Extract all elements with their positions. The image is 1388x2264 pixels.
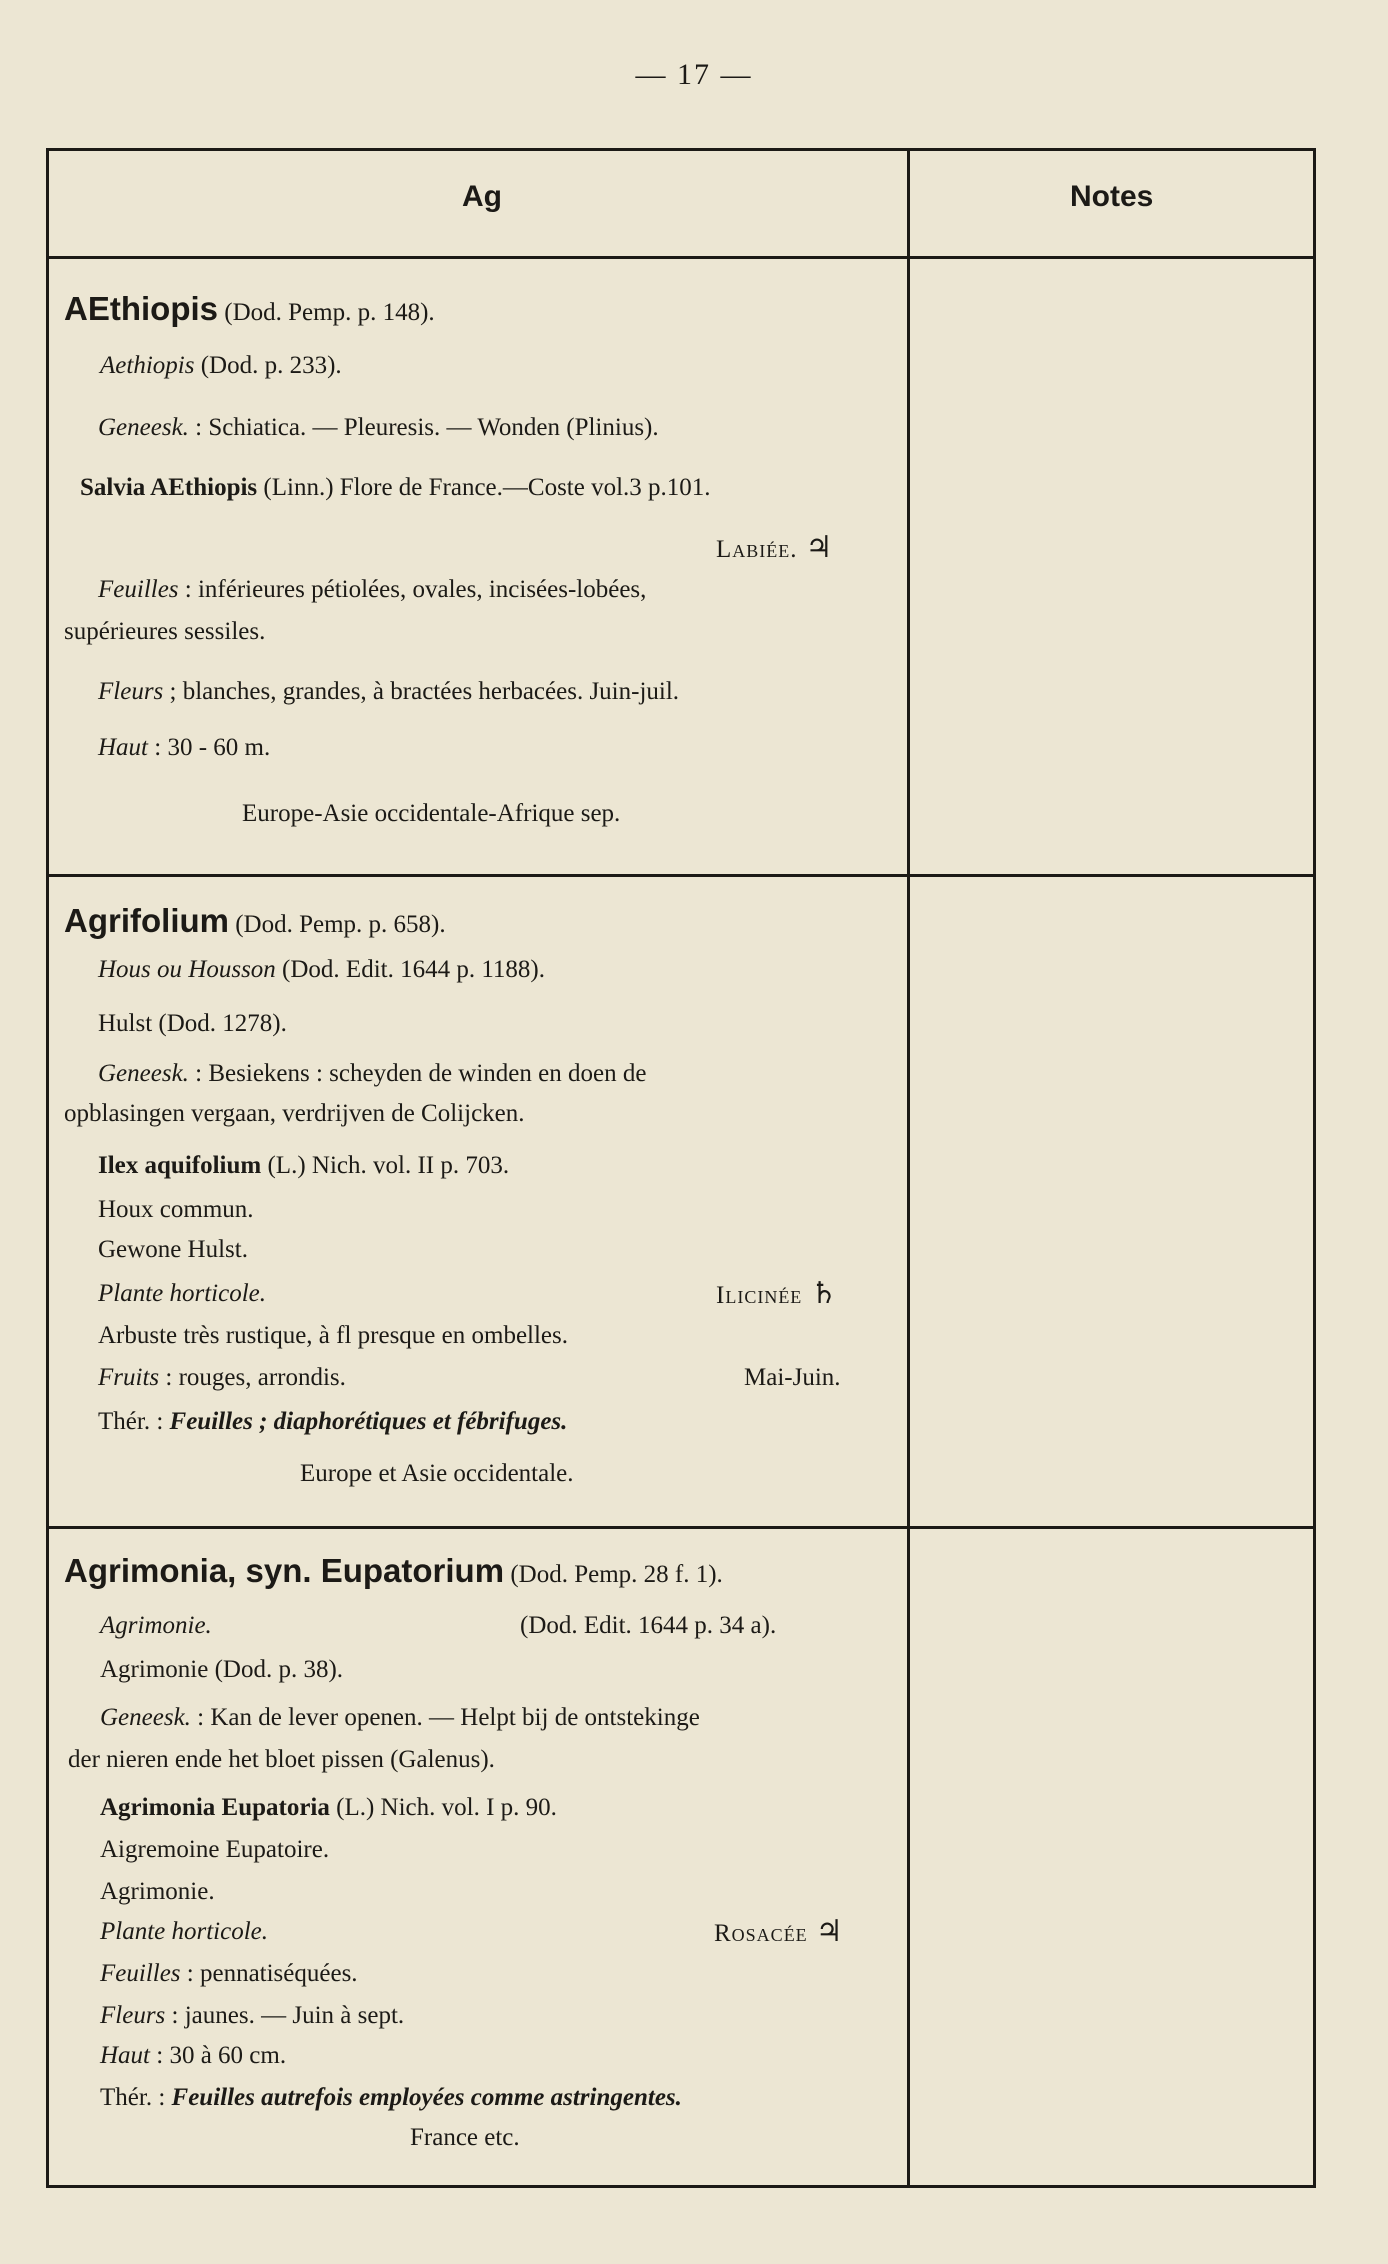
perennial-symbol-icon: ♃ [815, 1915, 843, 1948]
perennial-symbol-icon: ♃ [805, 531, 833, 564]
page-number: — 17 — [635, 58, 753, 91]
header-rule [46, 256, 1316, 259]
row-rule-1 [46, 874, 1316, 877]
entry-heading: Agrimonia, syn. Eupatorium [64, 1552, 505, 1589]
column-divider [907, 148, 910, 2188]
row-rule-2 [46, 1526, 1316, 1529]
shrub-symbol-icon: ♄ [810, 1277, 838, 1310]
column-header-left: Ag [462, 180, 502, 213]
entry-heading: AEthiopis [64, 290, 218, 327]
entry-heading: Agrifolium [64, 902, 229, 939]
column-header-right: Notes [1070, 180, 1154, 213]
